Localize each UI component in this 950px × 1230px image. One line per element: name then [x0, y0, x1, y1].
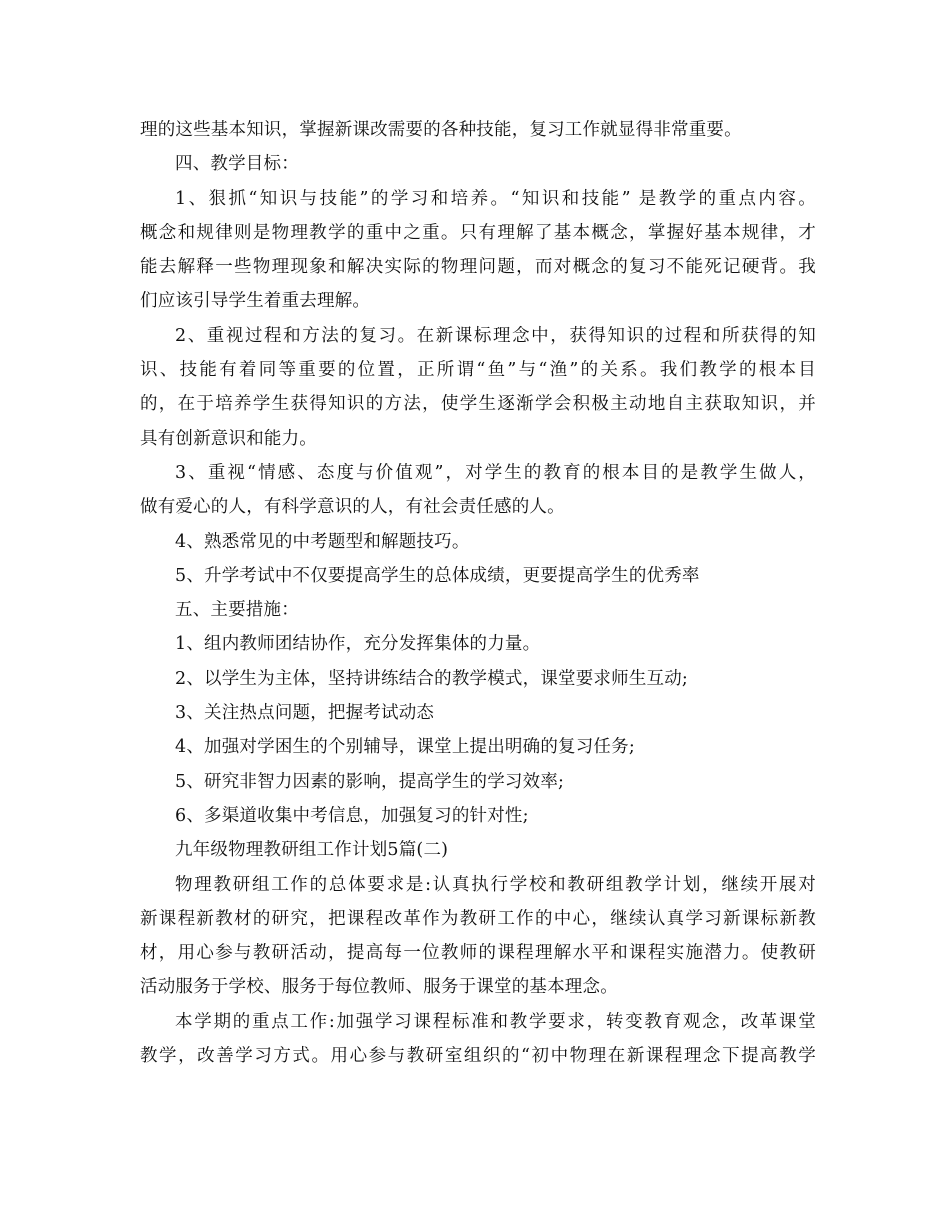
text-line: 五、主要措施：	[175, 600, 299, 621]
text-line: 本学期的重点工作:加强学习课程标准和教学要求，转变教育观念，改革课堂	[175, 1011, 816, 1032]
text-line: 4、熟悉常见的中考题型和解题技巧。	[175, 531, 470, 552]
text-line: 理的这些基本知识，掌握新课改需要的各种技能，复习工作就显得非常重要。	[140, 120, 742, 140]
text-line: 6、多渠道收集中考信息，加强复习的针对性;	[175, 805, 529, 826]
text-line: 九年级物理教研组工作计划5篇(二)	[175, 840, 449, 861]
text-line: 新课程新教材的研究，把课程改革作为教研工作的中心，继续认真学习新课标新教	[140, 908, 816, 929]
text-line: 四、教学目标：	[175, 154, 299, 175]
text-line: 们应该引导学生着重去理解。	[140, 291, 371, 312]
text-line: 做有爱心的人，有科学意识的人，有社会责任感的人。	[140, 497, 565, 518]
text-line: 1、狠抓“知识与技能”的学习和培养。“知识和技能” 是教学的重点内容。	[175, 188, 816, 209]
text-line: 5、升学考试中不仅要提高学生的总体成绩，更要提高学生的优秀率	[175, 565, 700, 586]
text-line: 具有创新意识和能力。	[140, 428, 317, 449]
text-line: 2、以学生为主体，坚持讲练结合的教学模式，课堂要求师生互动;	[175, 668, 689, 689]
text-line: 3、重视“情感、态度与价值观”，对学生的教育的根本目的是教学生做人，	[175, 462, 816, 483]
document-body	[140, 113, 816, 1073]
text-line: 教学，改善学习方式。用心参与教研室组织的“初中物理在新课程理念下提高教学	[140, 1046, 816, 1067]
text-line: 材，用心参与教研活动，提高每一位教师的课程理解水平和课程实施潜力。使教研	[140, 943, 816, 964]
text-line: 识、技能有着同等重要的位置，正所谓“鱼”与“渔”的关系。我们教学的根本目	[140, 360, 816, 381]
text-line: 3、关注热点问题，把握考试动态	[175, 703, 435, 724]
text-line: 2、重视过程和方法的复习。在新课标理念中，获得知识的过程和所获得的知	[175, 325, 816, 346]
text-line: 的，在于培养学生获得知识的方法，使学生逐渐学会积极主动地自主获取知识，并	[140, 394, 816, 415]
text-line: 5、研究非智力因素的影响，提高学生的学习效率;	[175, 771, 565, 792]
text-line: 1、组内教师团结协作，充分发挥集体的力量。	[175, 634, 541, 655]
text-line: 能去解释一些物理现象和解决实际的物理问题，而对概念的复习不能死记硬背。我	[140, 257, 816, 278]
text-line: 物理教研组工作的总体要求是:认真执行学校和教研组教学计划，继续开展对	[175, 874, 816, 895]
text-line: 概念和规律则是物理教学的重中之重。只有理解了基本概念，掌握好基本规律，才	[140, 222, 816, 243]
text-line: 活动服务于学校、服务于每位教师、服务于课堂的基本理念。	[140, 977, 618, 998]
text-line: 4、加强对学困生的个别辅导，课堂上提出明确的复习任务;	[175, 737, 635, 758]
